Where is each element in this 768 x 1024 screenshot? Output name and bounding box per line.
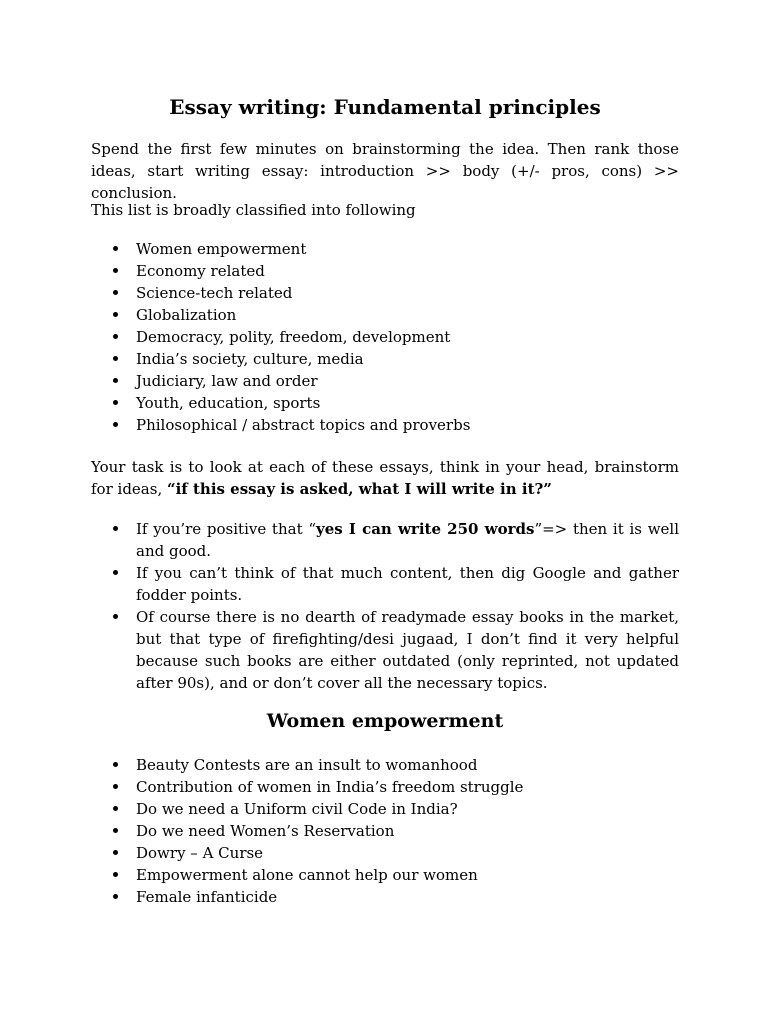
task-paragraph: [91, 456, 679, 500]
list-item: Of course there is no dearth of readymade essay books in the market, but that type of firefighting/desi jugaad, I don’t find it very helpful because such books are either outdated (only reprinted, not updated after 90s), and or don’t cover all the necessary topics.: [91, 606, 679, 694]
list-item: Democracy, polity, freedom, development: [91, 326, 679, 348]
list-item: Youth, education, sports: [91, 392, 679, 414]
list-item: Judiciary, law and order: [91, 370, 679, 392]
bullet-icon: [113, 850, 118, 855]
list-item: Globalization: [91, 304, 679, 326]
task-question: “if this essay is asked, what I will write in it?”: [166, 480, 552, 498]
classified-intro: This list is broadly classified into following: [91, 201, 416, 219]
bullet-icon: [113, 762, 118, 767]
list-item: Science-tech related: [91, 282, 679, 304]
bullet-icon: [113, 570, 118, 575]
bullet-icon: [113, 312, 118, 317]
bullet-icon: [113, 828, 118, 833]
list-item: Contribution of women in India’s freedom struggle: [91, 776, 679, 798]
bullet-icon: [113, 334, 118, 339]
bullet-icon: [113, 614, 118, 619]
list-item: Philosophical / abstract topics and proverbs: [91, 414, 679, 436]
list-item: Do we need a Uniform civil Code in India?: [91, 798, 679, 820]
bullet-icon: [113, 806, 118, 811]
bullet-icon: [113, 356, 118, 361]
bullet-icon: [113, 400, 118, 405]
bullet-icon: [113, 784, 118, 789]
intro-paragraph: Spend the first few minutes on brainstorming the idea. Then rank those ideas, start writing essay: introduction >> body (+/- pros, cons) >> conclusion.: [91, 140, 679, 202]
emphasis-text: yes I can write 250 words: [316, 520, 535, 538]
page-title: Essay writing: Fundamental principles: [169, 95, 601, 119]
task-text: Your task is to look at each of these essays, think in your head, brainstorm for ideas,: [91, 458, 679, 498]
women-topic-list: [91, 754, 679, 908]
list-item: Beauty Contests are an insult to womanhood: [91, 754, 679, 776]
category-list: [91, 238, 679, 436]
list-item: Female infanticide: [91, 886, 679, 908]
list-item: India’s society, culture, media: [91, 348, 679, 370]
list-item: Empowerment alone cannot help our women: [91, 864, 679, 886]
bullet-icon: [113, 268, 118, 273]
list-item: Economy related: [91, 260, 679, 282]
bullet-icon: [113, 422, 118, 427]
list-item: Do we need Women’s Reservation: [91, 820, 679, 842]
bullet-icon: [113, 290, 118, 295]
section-heading: Women empowerment: [266, 710, 504, 732]
list-item: If you can’t think of that much content, then dig Google and gather fodder points.: [91, 562, 679, 606]
bullet-icon: [113, 378, 118, 383]
advice-list: [91, 518, 679, 694]
bullet-icon: [113, 872, 118, 877]
bullet-icon: [113, 894, 118, 899]
list-item: Women empowerment: [91, 238, 679, 260]
list-item: If you’re positive that “yes I can write 250 words”=> then it is well and good.: [91, 518, 679, 562]
bullet-icon: [113, 526, 118, 531]
bullet-icon: [113, 246, 118, 251]
list-item: Dowry – A Curse: [91, 842, 679, 864]
